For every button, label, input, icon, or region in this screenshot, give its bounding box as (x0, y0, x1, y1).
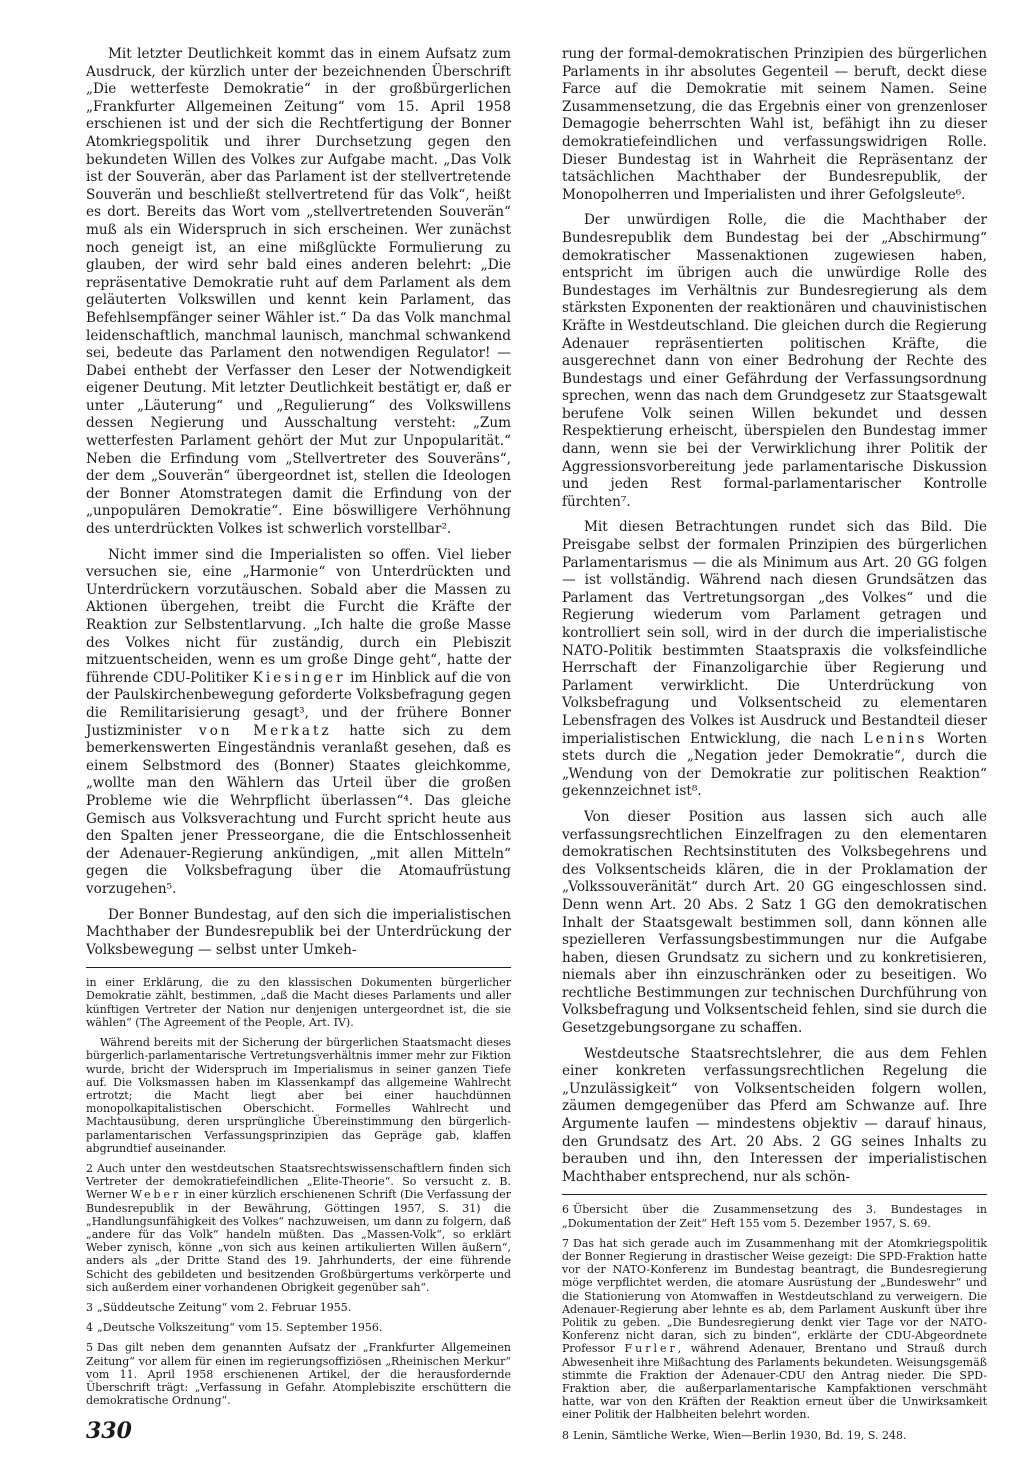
footnote-separator (562, 1194, 987, 1195)
page-number: 330 (86, 1418, 132, 1444)
text-run: „Deutsche Volkszeitung“ vom 15. September 1956. (97, 1321, 383, 1335)
left-body-text (86, 46, 511, 959)
footnote-number: 3 (86, 1300, 93, 1314)
text-run: Auch unter den westdeutschen Staatsrechtswissenschaftlern finden sich Vertreter der demokratiefeindlichen „Elite-Theorie“. So versucht z. B. Werner (86, 1161, 511, 1202)
right-body-text (562, 46, 987, 1186)
text-run: Nicht immer sind die Imperialisten so offen. Viel lieber versuchen sie, eine „Harmonie“ von Unterdrückten und Unterdrückern vorzutäuschen. Sobald aber die Massen zu Aktionen übergehen, treibt die Furcht die Kräfte der Reaktion zur Selbstentlarvung. „Ich halte die große Masse des Volkes nicht für zuständig, durch ein Plebiszit mitzuentscheiden, wenn es um große Dinge geht“, hatte der führende CDU-Politiker (86, 546, 511, 686)
paragraph: Der Bonner Bundestag, auf den sich die imperialistischen Machthaber der Bundesrepublik bei der Unterdrückung der Volksbewegung — selbst unter Umkeh- (86, 906, 511, 958)
paragraph: Westdeutsche Staatsrechtslehrer, die aus dem Fehlen einer konkreten verfassungsrechtlichen Regelung die „Unzulässigkeit“ von Volksentscheiden folgern wollen, zäumen demgegenüber das Pferd am Schwanze auf. Ihre Argumente laufen — mindestens objektiv — darauf hinaus, den Grundsatz des Art. 20 Abs. 2 GG seines Inhalts zu berauben und ihn, den Interessen der imperialistischen Machthaber entsprechend, nur als schön- (562, 1045, 987, 1185)
footnote-number: 6 (562, 1203, 569, 1217)
text-run: hatte sich zu dem bemerkenswerten Eingeständnis veranlaßt gesehen, daß es einem Selbstmord des (Bonner) Staates gleichkomme, „wollte man den Wählern das Urteil über die großen Probleme wie die Wehrpflicht überlassen“⁴. Das gleiche Gemisch aus Volksverachtung und Furcht spricht heute aus den Spalten jener Presseorgane, die die Entschlossenheit der Adenauer-Regierung ankündigen, „mit allen Mitteln“ gegen die Volksbefragung über die Atomaufrüstung vorzugehen⁵. (86, 722, 512, 897)
paragraph: Von dieser Position aus lassen sich auch alle verfassungsrechtlichen Einzelfragen zu den elementaren demokratischen Rechtsinstituten des Volksbegehrens und des Volksentscheids klären, die in der Proklamation der „Volkssouveränität“ durch Art. 20 GG eingeschlossen sind. Denn wenn Art. 20 Abs. 2 Satz 1 GG den demokratischen Inhalt der Staatsgewalt bestimmen soll, dann können alle spezielleren Verfassungsbestimmungen nur die Aufgabe haben, diesen Grundsatz zu sichern und zu konkretisieren, niemals aber ihn einzuschränken oder zu beseitigen. Wo rechtliche Bestimmungen zur technischen Durchführung von Volksbefragung und Volksentscheid fehlen, sind sie durch die Gesetzgebungsorgane zu schaffen. (562, 808, 987, 1037)
spaced-name: Kiesinger (252, 669, 346, 686)
footnote (86, 1162, 511, 1294)
text-run: Das gilt neben dem genannten Aufsatz der „Frankfurter Allgemeinen Zeitung“ vor allem für einen im regierungsoffiziösen „Rheinischen Merkur“ vom 11. April 1958 erschienenen Artikel, der die herausfordernde Überschrift trägt: „Verfassung in Gefahr. Atomplebiszite erschüttern die demokratische Ordnung“. (86, 1341, 511, 1408)
footnote (86, 1341, 511, 1407)
footnote-number: 7 (562, 1236, 569, 1250)
right-column (562, 46, 987, 1449)
spaced-name: von Merkatz (199, 722, 332, 739)
left-footnotes (86, 976, 511, 1407)
footnote-number: 8 (562, 1428, 569, 1442)
footnote-number: 5 (86, 1341, 93, 1355)
spaced-name: Weber (130, 1188, 182, 1202)
footnote (562, 1429, 987, 1442)
footnote (562, 1203, 987, 1229)
paragraph: rung der formal-demokratischen Prinzipien des bürgerlichen Parlaments in ihr absolutes Gegenteil — beruft, deckt diese Farce auf die Demokratie mit seinem Namen. Seine Zusammensetzung, die das Ergebnis einer von grenzenloser Demagogie beherrschten Wahl ist, befähigt ihn zu dieser demokratiefeindlichen und verfassungswidrigen Rolle. Dieser Bundestag ist in Wahrheit die Repräsentanz der tatsächlichen Machthaber der Bundesrepublik, der Monopolherren und Imperialisten und ihrer Gefolgsleute⁶. (562, 46, 987, 203)
text-run: Übersicht über die Zusammensetzung des 3. Bundestages in „Dokumentation der Zeit“ Heft 155 vom 5. Dezember 1957, S. 69. (562, 1203, 987, 1230)
text-run: Lenin, Sämtliche Werke, Wien—Berlin 1930, Bd. 19, S. 248. (573, 1428, 907, 1442)
text-run: Das hat sich gerade auch im Zusammenhang mit der Atomkriegspolitik der Bonner Regierung in drastischer Weise gezeigt: Die SPD-Fraktion hatte vor der NATO-Konferenz im Bundestag beantragt, die Bundesregierung möge verpflichtet werden, die atomare Ausrüstung der „Bundeswehr“ und die Stationierung von Atomwaffen in Westdeutschland zu verweigern. Die Adenauer-Regierung aber lehnte es ab, dem Parlament Auskunft über ihre Politik zu geben. „Die Bundesregierung denkt vier Tage vor der NATO-Konferenz nicht daran, sich zu binden“, erklärte der CDU-Abgeordnete Professor (562, 1236, 987, 1356)
text-run: Worten stets durch die „Negation jeder Demokratie“, durch die „Wendung von der Demokratie zur politischen Reaktion“ gekennzeichnet ist⁸. (562, 730, 987, 800)
footnote (86, 1321, 511, 1334)
text-run: , während Adenauer, Brentano und Strauß durch Abwesenheit ihre Mißachtung des Parlaments bekundeten. Weisungsgemäß stimmte die Fraktion der Adenauer-CDU den Antrag nieder. Die SPD-Fraktion aber, die außerparlamentarische Kampfaktionen verschmäht hatte, war von den Kräften der Reaktion erneut über die Unwirksamkeit einer Politik der Halbheiten belehrt worden. (562, 1342, 988, 1422)
right-footnotes (562, 1203, 987, 1441)
footnote (86, 1301, 511, 1314)
paragraph: Mit letzter Deutlichkeit kommt das in einem Aufsatz zum Ausdruck, der kürzlich unter der bezeichnenden Überschrift „Die wetterfeste Demokratie“ in der großbürgerlichen „Frankfurter Allgemeinen Zeitung“ vom 15. April 1958 erschienen ist und der sich die Rechtfertigung der Bonner Atomkriegspolitik und ihrer Durchsetzung gegen den bekundeten Willen des Volkes zur Aufgabe macht. „Das Volk ist der Souverän, aber das Parlament ist der stellvertretende Souverän und beschließt stellvertretend für das Volk“, heißt es dort. Bereits das Wort vom „stellvertretenden Souverän“ muß als ein Widerspruch in sich erscheinen. Wer zunächst noch geneigt ist, an eine mißglückte Formulierung zu glauben, der wird sehr bald eines anderen belehrt: „Die repräsentative Demokratie ruht auf dem Parlament als dem geläuterten Volkswillen und kennt kein Parlament, das Befehlsempfänger seiner Wähler ist.“ Da das Volk manchmal leidenschaftlich, manchmal launisch, manchmal schwankend sei, bedeute das Parlament den notwendigen Regulator! — Dabei enthebt der Verfasser den Leser der Notwendigkeit eigener Deutung. Mit letzter Deutlichkeit bestätigt er, daß er unter „Läuterung“ und „Regulierung“ des Volkswillens dessen Negierung und Ausschaltung versteht: „Zum wetterfesten Parlament gehört der Mut zur Unpopularität.“ Neben die Erfindung vom „Stellvertreter des Souveräns“, der dem „Souverän“ übergeordnet ist, stellen die Ideologen der Bonner Atomstrategen damit die Erfindung von der „unpopulären Demokratie“. Eine böswilligere Verhöhnung des unterdrückten Volkes ist schwerlich vorstellbar². (86, 46, 511, 538)
paragraph: Der unwürdigen Rolle, die die Machthaber der Bundesrepublik dem Bundestag bei der „Abschirmung“ demokratischer Massenaktionen zugewiesen haben, entspricht im übrigen auch die unwürdige Rolle des Bundestages im Verhältnis zur Bundesregierung als dem stärksten Exponenten der reaktionären und chauvinistischen Kräfte in Westdeutschland. Die gleichen durch die Regierung Adenauer repräsentierten politischen Kräfte, die ausgerechnet dann von einer Bedrohung der Rechte des Bundestags und einer Gefährdung der Verfassungsordnung sprechen, wenn das nach dem Grundgesetz zur Staatsgewalt berufene Volk seinen Willen bekundet und dessen Respektierung erheischt, überspielen den Bundestag immer dann, wenn sie bei der Verwirklichung ihrer Politik der Aggressionsvorbereitung jede parlamentarische Diskussion und jeden Rest formal-parlamentarischer Kontrolle fürchten⁷. (562, 212, 987, 510)
text-run: „Süddeutsche Zeitung“ vom 2. Februar 1955. (97, 1300, 352, 1314)
footnote-separator (86, 967, 511, 968)
spaced-name: Lenins (863, 730, 928, 747)
spaced-name: Furler (624, 1342, 678, 1356)
left-column (86, 46, 511, 1414)
footnote-number: 2 (86, 1161, 93, 1175)
text-run: Mit diesen Betrachtungen rundet sich das Bild. Die Preisgabe selbst der formalen Prinzipien des bürgerlichen Parlamentarismus — die als Minimum aus Art. 20 GG folgen — ist vollständig. Während nach diesen Grundsätzen das Parlament das Vertretungsorgan „des Volkes“ und die Regierung wiederum vom Parlament getragen und kontrolliert sein soll, wird in der durch die imperialistische NATO-Politik bestimmten Staatspraxis die volksfeindliche Herrschaft der Finanzoligarchie über Regierung und Parlament verwirklicht. Die Unterdrückung von Volksbefragung und Volksentscheid zu elementaren Lebensfragen des Volkes ist Ausdruck und Bestandteil dieser imperialistischen Entwicklung, die nach (562, 519, 987, 747)
text-run: in einer kürzlich erschienenen Schrift (Die Verfassung der Bundesrepublik in der Bewährung, Göttingen 1957, S. 31) die „Handlungsunfähigkeit des Volkes“ nachzuweisen, um dann zu folgern, daß „andere für das Volk“ handeln müßten. Das „Massen-Volk“, so erklärt Weber zynisch, könne „von sich aus keinen artikulierten Willen äußern“, anders als „der Dritte Stand des 19. Jahrhunderts, der eine führende Schicht des gebildeten und besitzenden Großbürgertums verkörperte und sich außerdem einer vorhandenen Obrigkeit gegenüber sah“. (86, 1188, 511, 1294)
text-run: im Hinblick auf die von der Paulskirchenbewegung geforderte Volksbefragung gegen die Remilitarisierung gesagt³, und der frühere Bonner Justizminister (86, 669, 512, 739)
paragraph (562, 519, 987, 801)
footnote-continuation: in einer Erklärung, die zu den klassischen Dokumenten bürgerlicher Demokratie zählt, bestimmen, „daß die Macht dieses Parlaments und aller künftigen Vertreter der Nation nur denjenigen untergeordnet ist, die sie wählen“ (The Agreement of the People, Art. IV). (86, 976, 511, 1029)
paragraph (86, 547, 511, 899)
footnote-paragraph: Während bereits mit der Sicherung der bürgerlichen Staatsmacht dieses bürgerlich-parlamentarische Vertretungsverhältnis immer mehr zur Fiktion wurde, bricht der Widerspruch im Imperialismus in seiner ganzen Tiefe auf. Die Volksmassen haben im Klassenkampf das allgemeine Wahlrecht ertrotzt; die Macht liegt aber bei einer hauchdünnen monopolkapitalistischen Oberschicht. Formelles Wahlrecht und Machtausübung, deren ursprüngliche Übereinstimmung den bürgerlich-parlamentarischen Verfassungsprinzipien das Gepräge gab, klaffen abgrundtief auseinander. (86, 1036, 511, 1155)
footnote (562, 1237, 987, 1422)
footnote-number: 4 (86, 1321, 93, 1335)
